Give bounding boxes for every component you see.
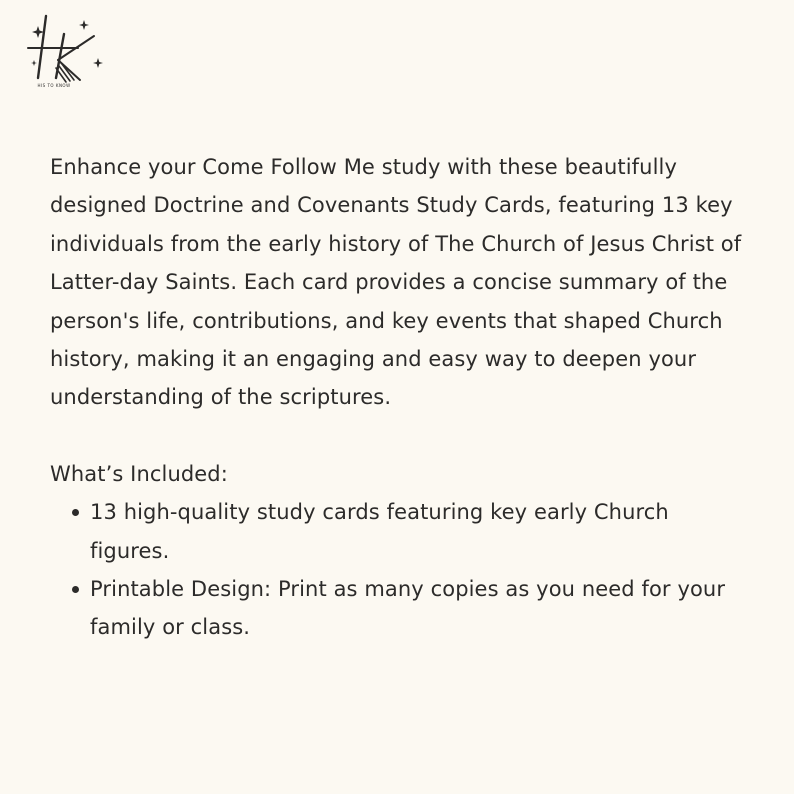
included-list <box>50 493 750 647</box>
included-heading: What’s Included: <box>50 461 228 486</box>
list-item: 13 high-quality study cards featuring key early Church figures. <box>90 493 750 570</box>
intro-paragraph: Enhance your Come Follow Me study with these beautifully designed Doctrine and Covenants Study Cards, featuring 13 key individuals from the early history of The Church of Jesus Christ of Latter-day Saints. Each card provides a concise summary of the person's life, contributions, and key events that shaped Church history, making it an engaging and easy way to deepen your understanding of the scriptures. <box>50 155 742 410</box>
brand-logo <box>24 12 108 94</box>
hk-monogram-icon <box>24 12 108 94</box>
list-item: Printable Design: Print as many copies as you need for your family or class. <box>90 570 750 647</box>
logo-caption: HIS TO KNOW <box>37 83 71 88</box>
product-description <box>50 148 750 647</box>
